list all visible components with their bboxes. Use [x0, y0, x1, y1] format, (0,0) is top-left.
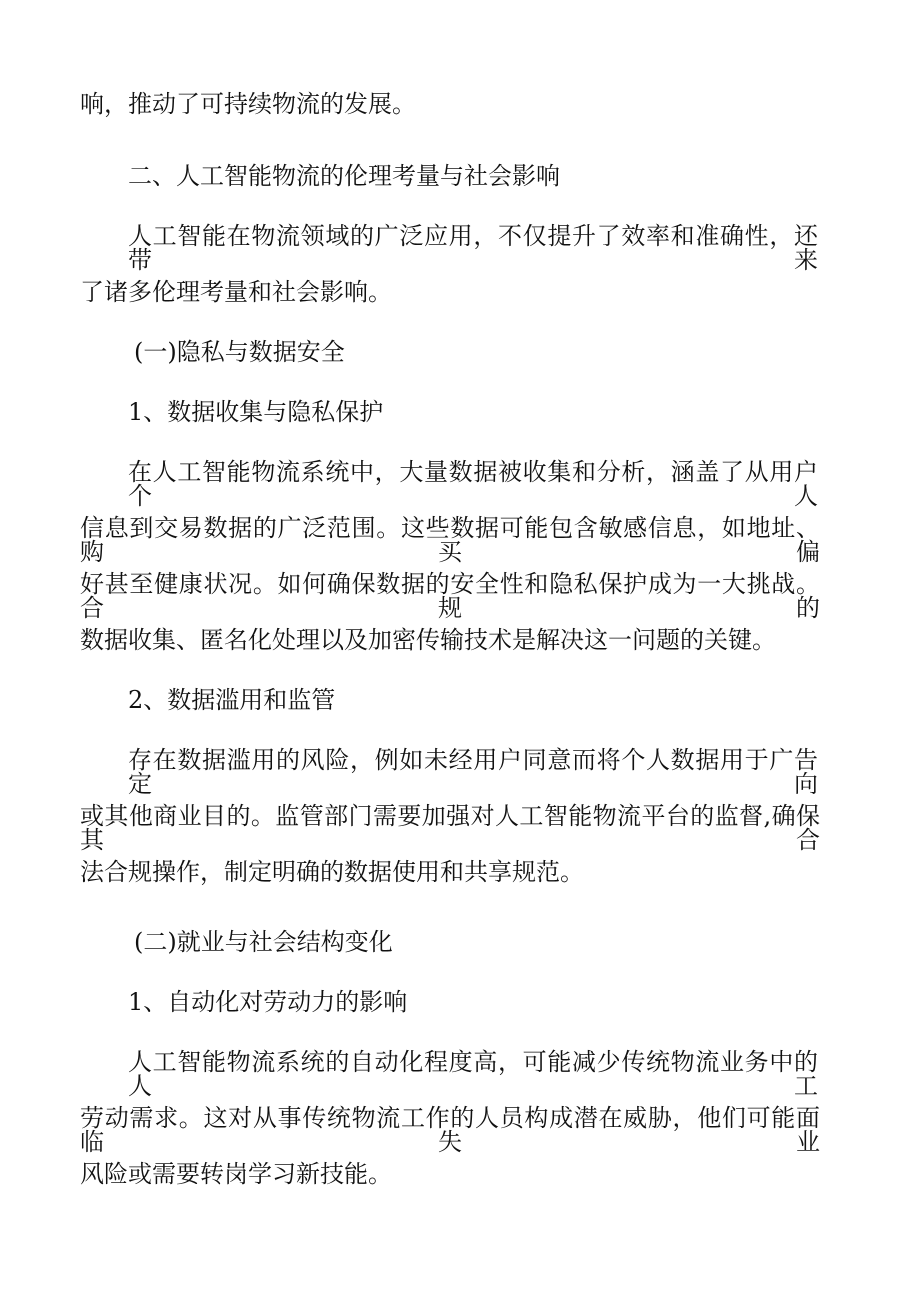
paragraph-line: 好甚至健康状况。如何确保数据的安全性和隐私保护成为一大挑战。合规的	[80, 570, 820, 622]
subsection-heading: (二)就业与社会结构变化	[134, 928, 393, 956]
paragraph-line: 人工智能物流系统的自动化程度高，可能减少传统物流业务中的人工	[128, 1048, 818, 1100]
paragraph-line: 法合规操作，制定明确的数据使用和共享规范。	[80, 858, 584, 886]
item-heading: 1、数据收集与隐私保护	[128, 398, 384, 426]
section-heading: 二、人工智能物流的伦理考量与社会影响	[128, 162, 560, 190]
paragraph-line: 信息到交易数据的广泛范围。这些数据可能包含敏感信息，如地址、购买偏	[80, 514, 820, 566]
subsection-heading: (一)隐私与数据安全	[134, 338, 345, 366]
paragraph-line: 人工智能在物流领域的广泛应用，不仅提升了效率和准确性，还带来	[128, 222, 818, 274]
paragraph-line: 存在数据滥用的风险，例如未经用户同意而将个人数据用于广告定向	[128, 746, 818, 798]
paragraph-line: 风险或需要转岗学习新技能。	[80, 1160, 392, 1188]
paragraph-continuation-line: 响，推动了可持续物流的发展。	[80, 90, 416, 118]
paragraph-line: 劳动需求。这对从事传统物流工作的人员构成潜在威胁，他们可能面临失业	[80, 1104, 820, 1156]
item-heading: 2、数据滥用和监管	[128, 686, 336, 714]
paragraph-line: 或其他商业目的。监管部门需要加强对人工智能物流平台的监督,确保其合	[80, 802, 820, 854]
item-heading: 1、自动化对劳动力的影响	[128, 988, 408, 1016]
paragraph-line: 了诸多伦理考量和社会影响。	[80, 278, 392, 306]
paragraph-line: 数据收集、匿名化处理以及加密传输技术是解决这一问题的关键。	[80, 626, 776, 654]
paragraph-line: 在人工智能物流系统中，大量数据被收集和分析，涵盖了从用户个人	[128, 458, 818, 510]
